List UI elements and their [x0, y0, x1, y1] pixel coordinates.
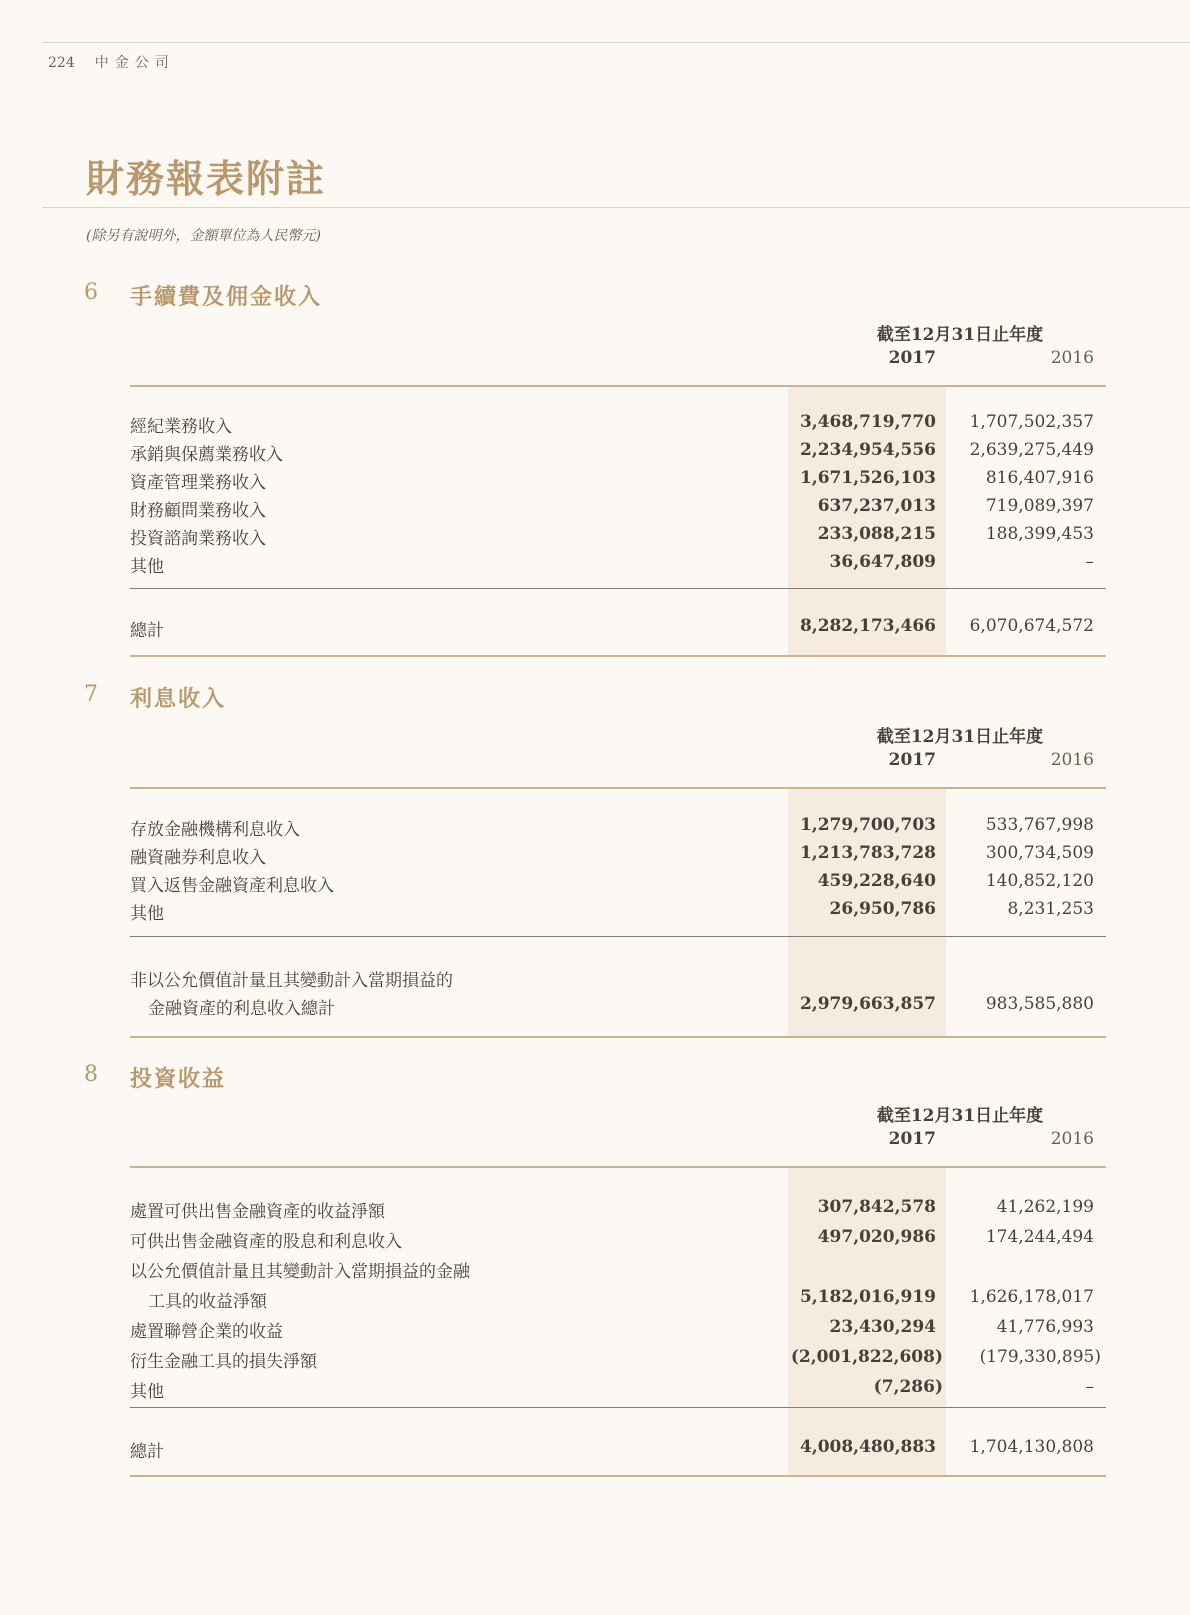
- value-2017: 307,842,578: [817, 1197, 936, 1217]
- period-header: 截至12月31日止年度: [876, 727, 1044, 747]
- row-label: 總計: [130, 621, 164, 641]
- value-2016: 41,776,993: [996, 1317, 1094, 1337]
- table-row: [130, 815, 1106, 841]
- year-2017-header: 2017: [888, 348, 936, 368]
- subtotal-rule: [130, 588, 1106, 589]
- table-row: [130, 871, 1106, 897]
- header-rule: [130, 1166, 1106, 1168]
- row-label: 以公允價值計量且其變動計入當期損益的金融: [130, 1262, 470, 1282]
- value-2016: 41,262,199: [996, 1197, 1094, 1217]
- value-2016: 174,244,494: [985, 1227, 1094, 1247]
- value-2017: 23,430,294: [829, 1317, 936, 1337]
- total-rule: [130, 1475, 1106, 1477]
- table-row: [130, 524, 1106, 550]
- value-2017: (7,286): [873, 1377, 943, 1397]
- row-label: 非以公允價值計量且其變動計入當期損益的: [130, 971, 453, 991]
- value-2017: 1,213,783,728: [799, 843, 936, 863]
- row-label: 存放金融機構利息收入: [130, 820, 300, 840]
- period-header: 截至12月31日止年度: [876, 1106, 1044, 1126]
- section-number: 8: [84, 1062, 98, 1087]
- value-2016: 719,089,397: [985, 496, 1094, 516]
- row-label: 工具的收益淨額: [148, 1292, 267, 1312]
- value-2016: 188,399,453: [985, 524, 1094, 544]
- value-2017: 1,279,700,703: [799, 815, 936, 835]
- value-2016: –: [1085, 552, 1094, 572]
- value-2016: 1,626,178,017: [969, 1287, 1094, 1307]
- company-name: 中金公司: [94, 55, 175, 71]
- value-2017: 459,228,640: [817, 871, 936, 891]
- total-rule: [130, 1036, 1106, 1038]
- total-label-line1: [130, 966, 1106, 992]
- section-number: 7: [84, 682, 98, 707]
- value-2017: 2,979,663,857: [799, 994, 936, 1014]
- table-row: [130, 1347, 1106, 1373]
- value-2016: 983,585,880: [985, 994, 1094, 1014]
- year-2016-header: 2016: [1050, 348, 1094, 368]
- year-2017-header: 2017: [888, 1129, 936, 1149]
- value-2017: 233,088,215: [817, 524, 936, 544]
- row-label: 處置聯營企業的收益: [130, 1322, 283, 1342]
- value-2016: 2,639,275,449: [969, 440, 1094, 460]
- table-row: [130, 440, 1106, 466]
- period-header: 截至12月31日止年度: [876, 325, 1044, 345]
- table-row: [130, 412, 1106, 438]
- page-number: 224: [48, 55, 75, 71]
- year-2016-header: 2016: [1050, 750, 1094, 770]
- table-row: [130, 496, 1106, 522]
- row-label: 買入返售金融資產利息收入: [130, 876, 334, 896]
- header-rule: [130, 385, 1106, 387]
- value-2017: 3,468,719,770: [799, 412, 936, 432]
- table-row: [130, 552, 1106, 578]
- row-label: 處置可供出售金融資產的收益淨額: [130, 1202, 385, 1222]
- section-number: 6: [84, 280, 98, 305]
- row-label: 承銷與保薦業務收入: [130, 445, 283, 465]
- page-title: 財務報表附註: [86, 156, 327, 201]
- value-2017: 26,950,786: [829, 899, 936, 919]
- total-row: [130, 616, 1106, 642]
- value-2017: (2,001,822,608): [790, 1347, 943, 1367]
- table-row: [130, 1197, 1106, 1223]
- subtotal-rule: [130, 936, 1106, 937]
- table-row: [130, 1257, 1106, 1283]
- table-row: [130, 1377, 1106, 1403]
- value-2017: 1,671,526,103: [799, 468, 936, 488]
- row-label: 總計: [130, 1442, 164, 1462]
- table-row: [130, 468, 1106, 494]
- value-2016: 533,767,998: [985, 815, 1094, 835]
- year-2017-header: 2017: [888, 750, 936, 770]
- page-header: [48, 52, 175, 72]
- row-label: 其他: [130, 904, 164, 924]
- value-2017: 8,282,173,466: [799, 616, 936, 636]
- value-2016: 1,707,502,357: [969, 412, 1094, 432]
- row-label: 融資融券利息收入: [130, 848, 266, 868]
- row-label: 衍生金融工具的損失淨額: [130, 1352, 317, 1372]
- value-2017: 497,020,986: [817, 1227, 936, 1247]
- total-rule: [130, 655, 1106, 657]
- year-2016-header: 2016: [1050, 1129, 1094, 1149]
- row-label: 可供出售金融資產的股息和利息收入: [130, 1232, 402, 1252]
- section-title: 投資收益: [130, 1066, 227, 1092]
- row-label: 投資諮詢業務收入: [130, 529, 266, 549]
- currency-note: (除另有說明外，金額單位為人民幣元): [86, 228, 321, 244]
- value-2016: 300,734,509: [985, 843, 1094, 863]
- value-2016: 140,852,120: [985, 871, 1094, 891]
- table-row: [130, 1317, 1106, 1343]
- row-label: 金融資產的利息收入總計: [148, 999, 335, 1019]
- section-title: 利息收入: [130, 686, 227, 712]
- value-2016: 8,231,253: [1007, 899, 1094, 919]
- total-row: [130, 1437, 1106, 1463]
- row-label: 其他: [130, 557, 164, 577]
- table-row: [130, 1227, 1106, 1253]
- value-2016: 816,407,916: [985, 468, 1094, 488]
- value-2016: 6,070,674,572: [969, 616, 1094, 636]
- title-rule: [42, 207, 1190, 208]
- value-2016: 1,704,130,808: [969, 1437, 1094, 1457]
- value-2016: (179,330,895): [979, 1347, 1101, 1367]
- row-label: 財務顧問業務收入: [130, 501, 266, 521]
- value-2017: 36,647,809: [829, 552, 936, 572]
- value-2016: –: [1085, 1377, 1094, 1397]
- header-rule: [42, 42, 1190, 43]
- row-label: 經紀業務收入: [130, 417, 232, 437]
- value-2017: 637,237,013: [817, 496, 936, 516]
- section-title: 手續費及佣金收入: [130, 284, 323, 310]
- header-rule: [130, 787, 1106, 789]
- table-row: [130, 899, 1106, 925]
- value-2017: 2,234,954,556: [799, 440, 936, 460]
- subtotal-rule: [130, 1407, 1106, 1408]
- row-label: 其他: [130, 1382, 164, 1402]
- table-row: [130, 843, 1106, 869]
- value-2017: 4,008,480,883: [799, 1437, 936, 1457]
- value-2017: 5,182,016,919: [799, 1287, 936, 1307]
- total-row: [130, 994, 1106, 1020]
- table-row: [130, 1287, 1106, 1313]
- row-label: 資產管理業務收入: [130, 473, 266, 493]
